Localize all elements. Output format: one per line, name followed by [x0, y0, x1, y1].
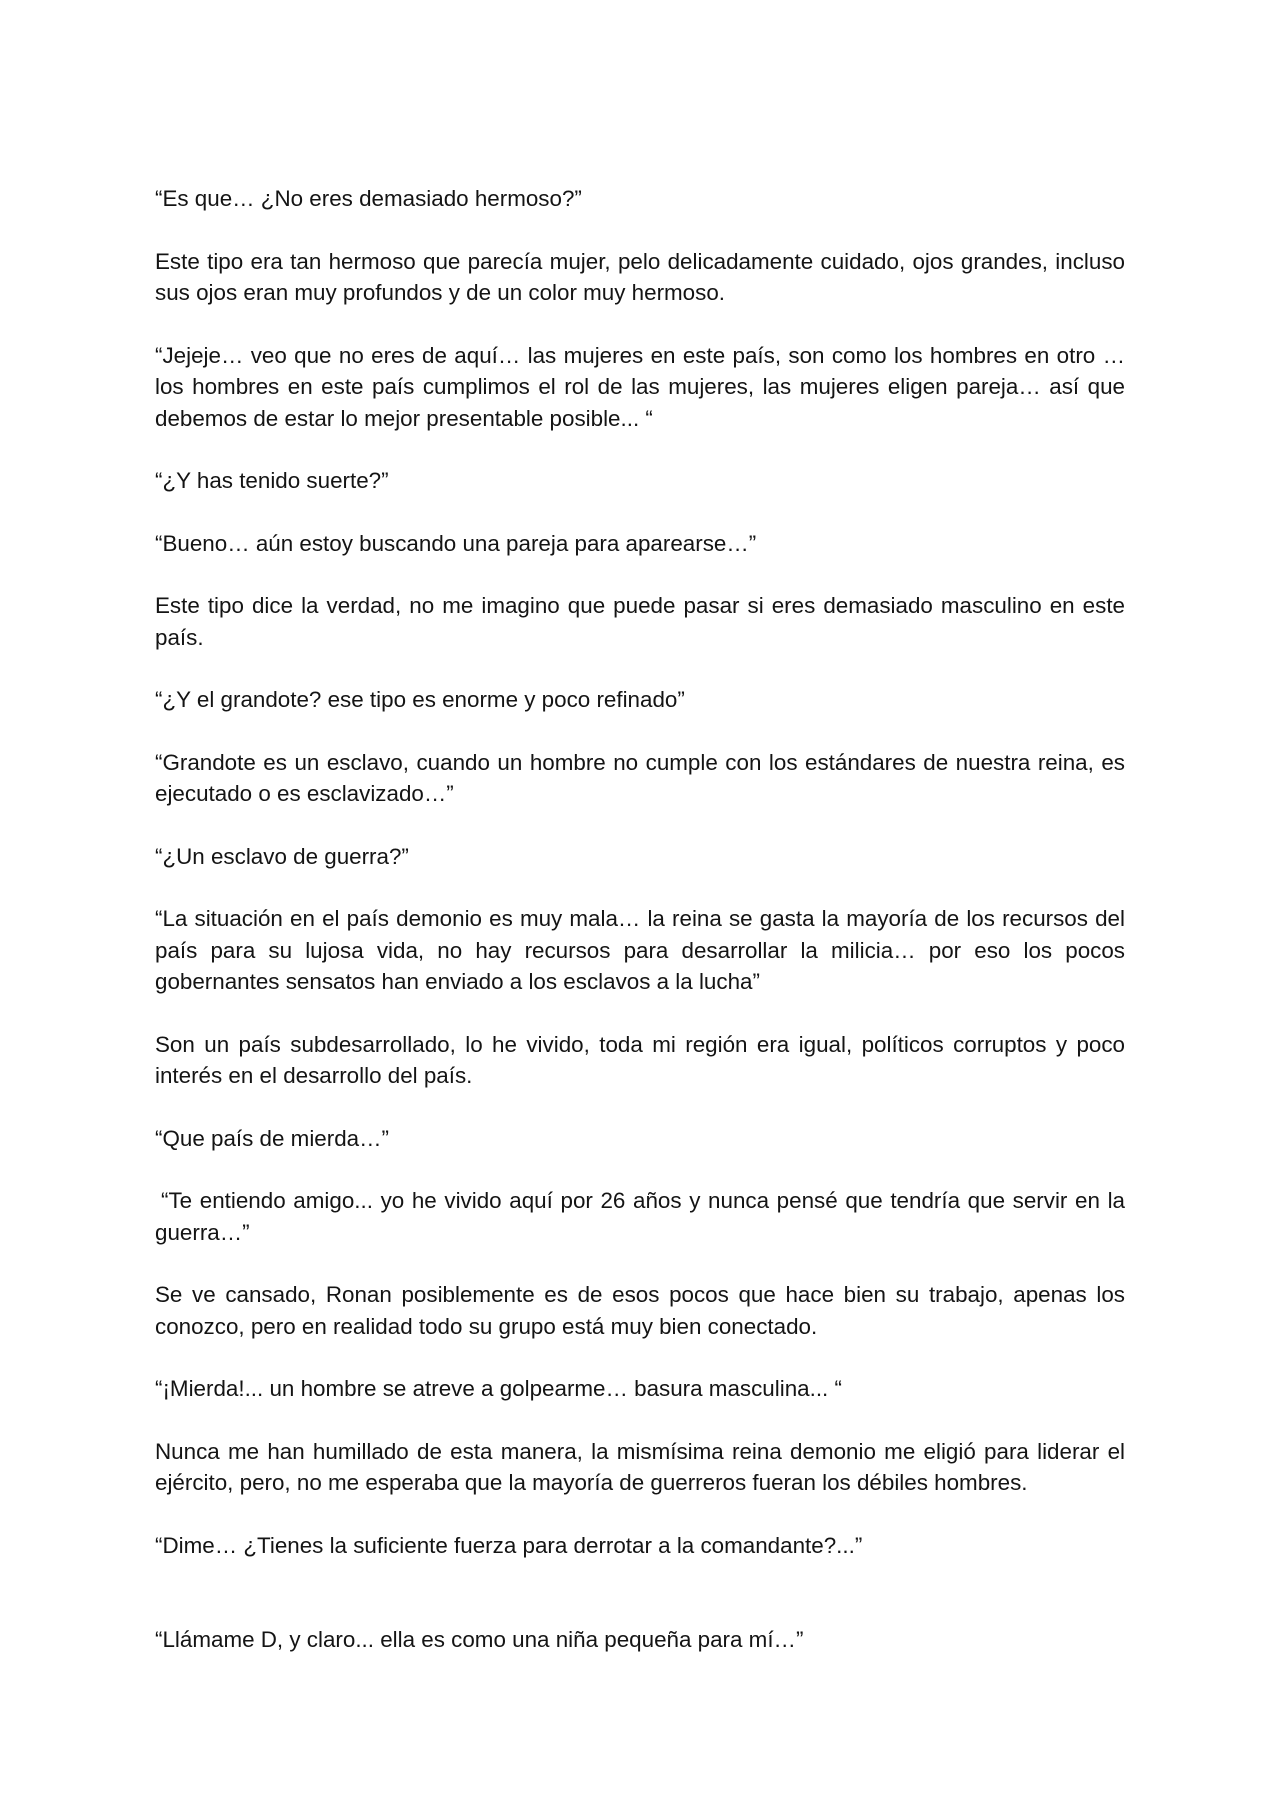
- paragraph-dialogue-8: “La situación en el país demonio es muy mala… la reina se gasta la mayoría de los recursos del país para su lujosa vida, no hay recursos para desarrollar la milicia… por eso los pocos gobernantes sensatos han enviado a los esclavos a la lucha”: [155, 906, 1125, 994]
- paragraph-dialogue-13: “Llámame D, y claro... ella es como una niña pequeña para mí…”: [155, 1627, 804, 1652]
- paragraph-dialogue-2: “Jejeje… veo que no eres de aquí… las mujeres en este país, son como los hombres en otro … los hombres en este país cumplimos el rol de las mujeres, las mujeres eligen pareja… así que debemos de estar lo mejor presentable posible... “: [155, 342, 1125, 431]
- paragraph-narration-5: Nunca me han humillado de esta manera, la mismísima reina demonio me eligió para liderar el ejército, pero, no me esperaba que la mayoría de guerreros fueran los débiles hombres.: [155, 1438, 1125, 1495]
- paragraph-narration-4: Se ve cansado, Ronan posiblemente es de esos pocos que hace bien su trabajo, apenas los conozco, pero en realidad todo su grupo está muy bien conectado.: [155, 1282, 1125, 1339]
- paragraph-narration-1: Este tipo era tan hermoso que parecía mujer, pelo delicadamente cuidado, ojos grandes, incluso sus ojos eran muy profundos y de un color muy hermoso.: [155, 248, 1125, 305]
- paragraph-dialogue-9: “Que país de mierda…”: [155, 1125, 389, 1151]
- paragraph-dialogue-12: “Dime… ¿Tienes la suficiente fuerza para derrotar a la comandante?...”: [155, 1532, 863, 1558]
- document-body: [155, 183, 1125, 1687]
- paragraph-dialogue-11: “¡Mierda!... un hombre se atreve a golpearme… basura masculina... “: [155, 1376, 842, 1401]
- paragraph-dialogue-4: “Bueno… aún estoy buscando una pareja para aparearse…”: [155, 530, 757, 556]
- paragraph-dialogue-1: “Es que… ¿No eres demasiado hermoso?”: [155, 186, 582, 211]
- paragraph-dialogue-5: “¿Y el grandote? ese tipo es enorme y poco refinado”: [155, 687, 685, 712]
- paragraph-dialogue-3: “¿Y has tenido suerte?”: [155, 468, 389, 493]
- paragraph-narration-2: Este tipo dice la verdad, no me imagino que puede pasar si eres demasiado masculino en este país.: [155, 593, 1125, 650]
- paragraph-dialogue-7: “¿Un esclavo de guerra?”: [155, 843, 409, 869]
- paragraph-dialogue-6: “Grandote es un esclavo, cuando un hombre no cumple con los estándares de nuestra reina, es ejecutado o es esclavizado…”: [155, 749, 1125, 806]
- paragraph-dialogue-10: “Te entiendo amigo... yo he vivido aquí por 26 años y nunca pensé que tendría que servir en la guerra…”: [155, 1188, 1125, 1245]
- paragraph-narration-3: Son un país subdesarrollado, lo he vivido, toda mi región era igual, políticos corruptos y poco interés en el desarrollo del país.: [155, 1031, 1125, 1088]
